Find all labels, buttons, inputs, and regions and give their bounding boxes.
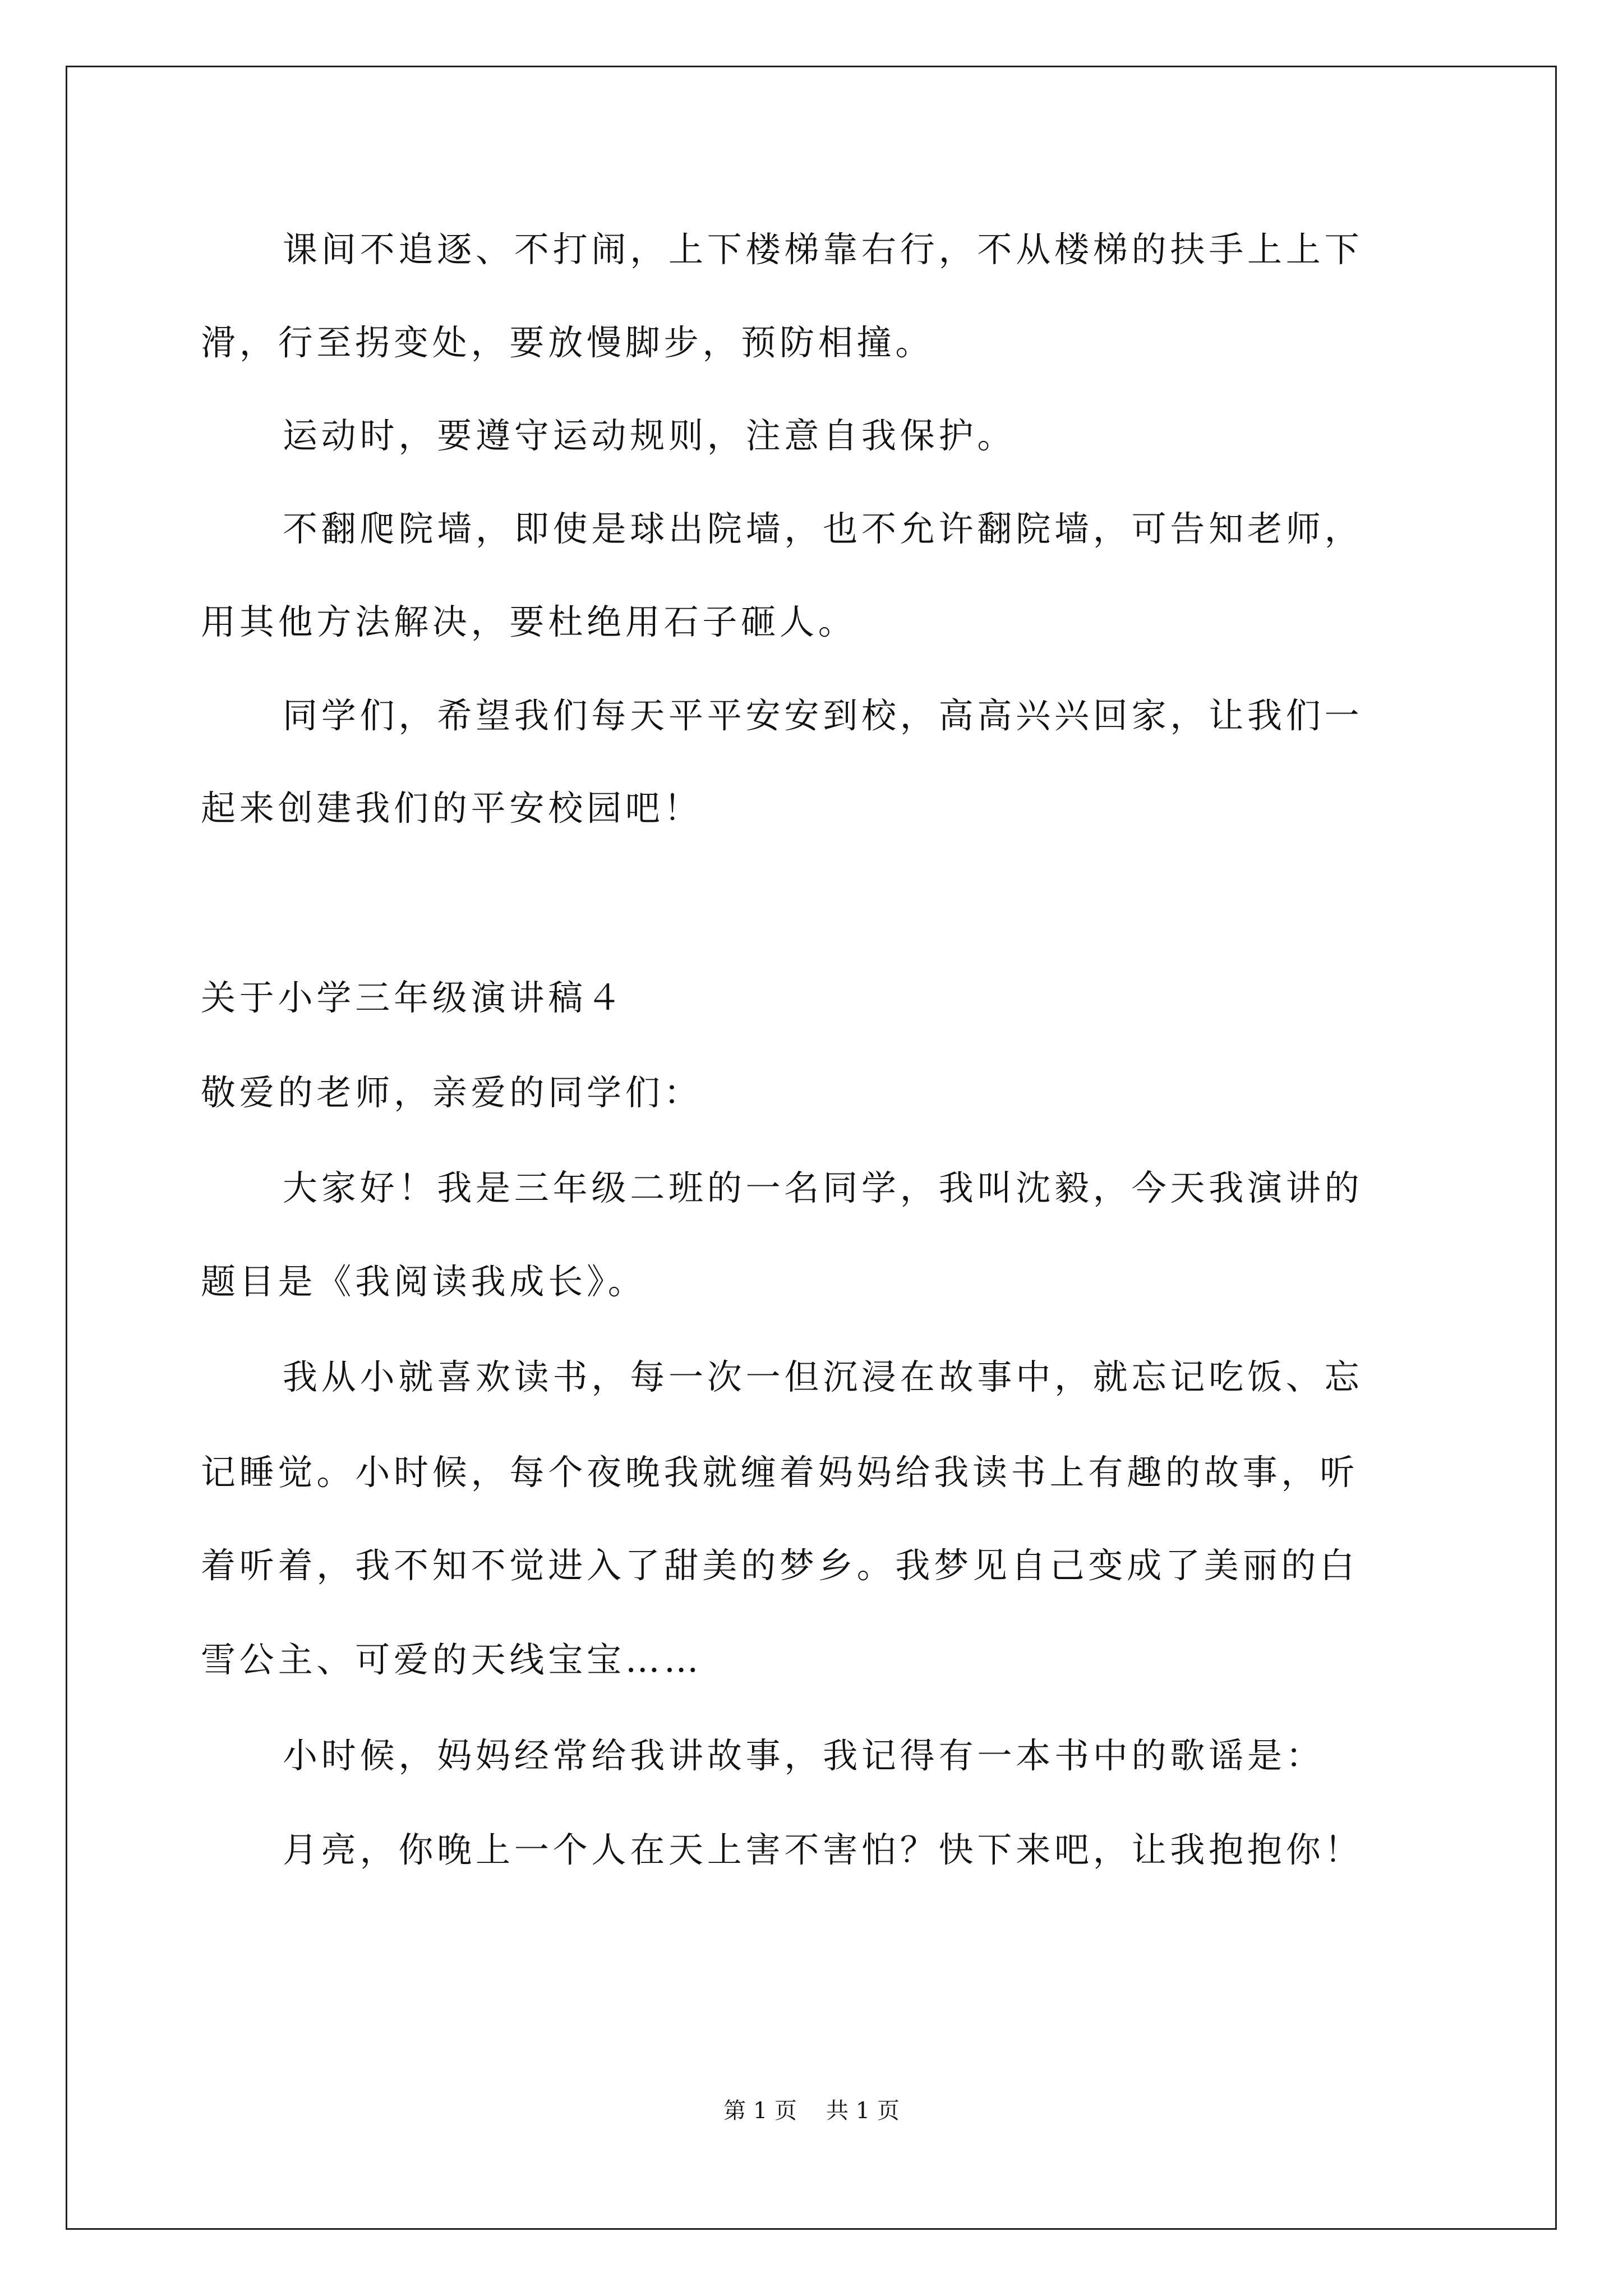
page-number-current: 第 1 页	[723, 2098, 797, 2124]
section-heading: 关于小学三年级演讲稿４	[201, 977, 625, 1018]
paragraph-line: 大家好！我是三年级二班的一名同学，我叫沈毅，今天我演讲的	[283, 1167, 1363, 1208]
salutation: 敬爱的老师，亲爱的同学们：	[201, 1072, 703, 1113]
paragraph-line: 用其他方法解决，要杜绝用石子砸人。	[201, 601, 857, 642]
paragraph-line: 记睡觉。小时候，每个夜晚我就缠着妈妈给我读书上有趣的故事，听	[201, 1452, 1359, 1493]
paragraph-line: 我从小就喜欢读书，每一次一但沉浸在故事中，就忘记吃饭、忘	[283, 1356, 1363, 1397]
paragraph-line: 运动时，要遵守运动规则，注意自我保护。	[283, 415, 1016, 456]
page-footer	[0, 2094, 1623, 2128]
paragraph-line: 雪公主、可爱的天线宝宝……	[201, 1639, 703, 1680]
paragraph-line: 着听着，我不知不觉进入了甜美的梦乡。我梦见自己变成了美丽的白	[201, 1545, 1359, 1586]
paragraph-line: 小时候，妈妈经常给我讲故事，我记得有一本书中的歌谣是：	[283, 1735, 1325, 1776]
paragraph-line: 滑，行至拐变处，要放慢脚步，预防相撞。	[201, 322, 934, 363]
paragraph-line: 月亮，你晚上一个人在天上害不害怕？快下来吧，让我抱抱你！	[283, 1829, 1363, 1870]
paragraph-line: 不翻爬院墙，即使是球出院墙，也不允许翻院墙，可告知老师，	[283, 508, 1363, 549]
paragraph-line: 题目是《我阅读我成长》。	[201, 1261, 647, 1302]
paragraph-line: 同学们，希望我们每天平平安安到校，高高兴兴回家，让我们一	[283, 695, 1363, 736]
paragraph-line: 起来创建我们的平安校园吧！	[201, 788, 703, 829]
page-number-total: 共 1 页	[826, 2098, 900, 2124]
page-border	[66, 66, 1557, 2230]
paragraph-line: 课间不追逐、不打闹，上下楼梯靠右行，不从楼梯的扶手上上下	[283, 229, 1363, 270]
